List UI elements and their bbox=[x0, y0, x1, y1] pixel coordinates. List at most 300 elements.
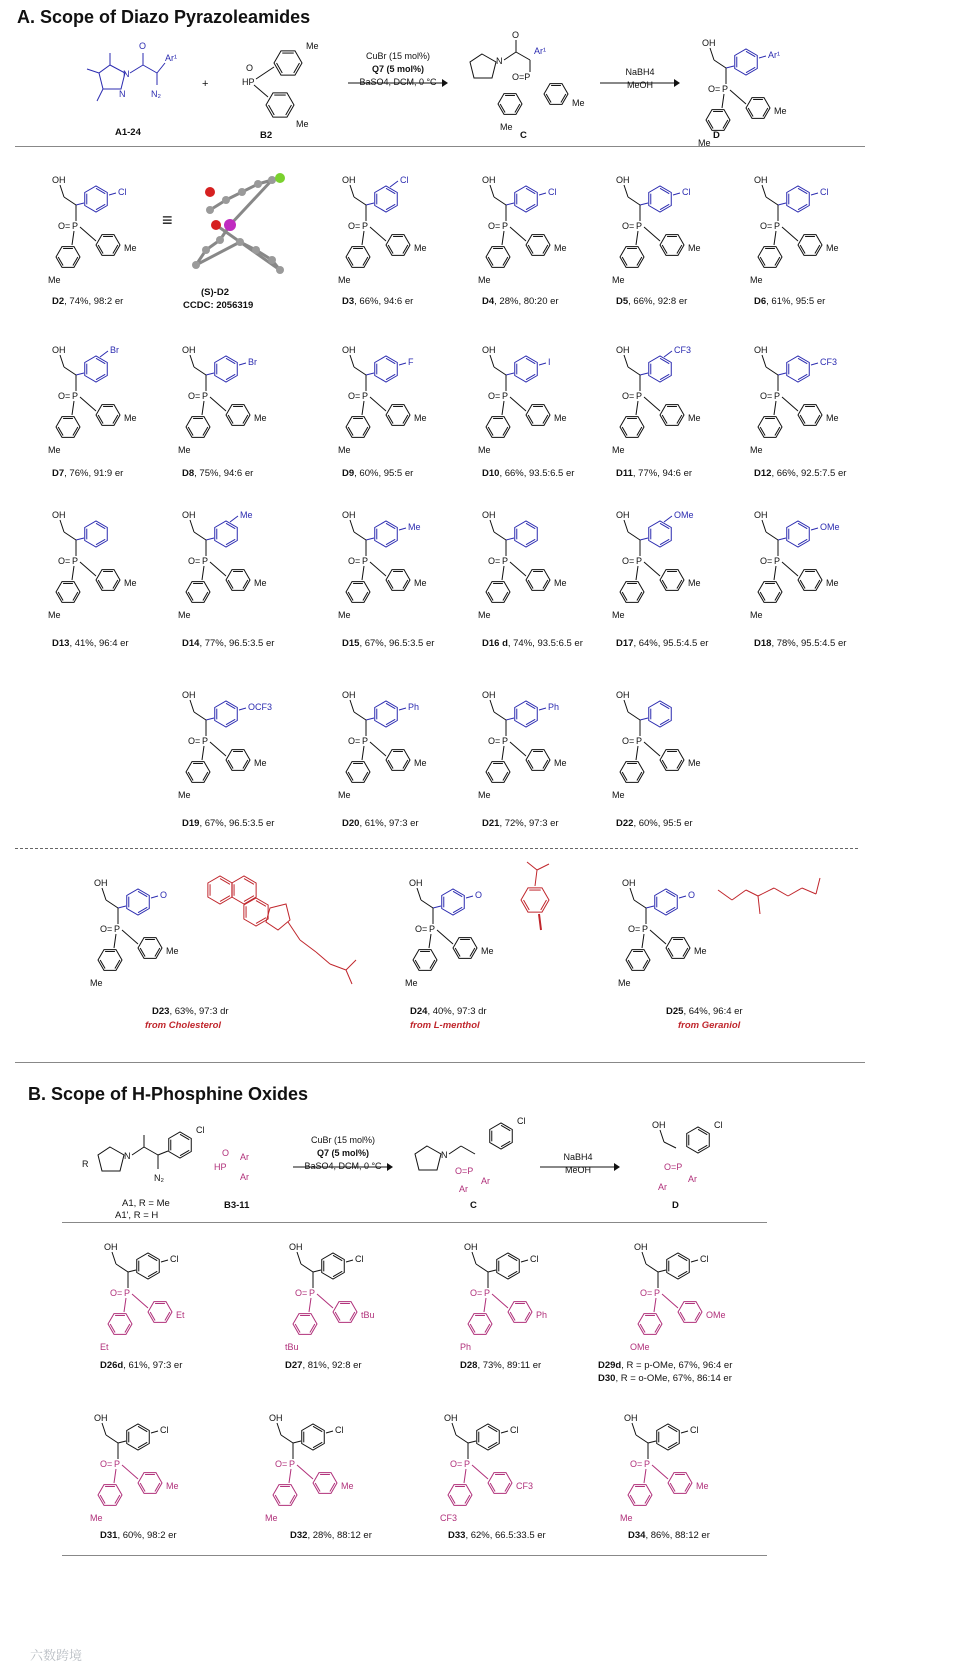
bond bbox=[346, 960, 356, 970]
bond bbox=[624, 520, 628, 532]
bond bbox=[206, 538, 214, 540]
para-substituent: Me bbox=[554, 243, 567, 253]
molecule-structure bbox=[468, 680, 598, 805]
compound-id: D30 bbox=[598, 1373, 616, 1384]
molecule-structure bbox=[468, 335, 598, 460]
bond bbox=[194, 367, 206, 375]
bond bbox=[370, 397, 386, 411]
tolyl-ring bbox=[266, 93, 294, 117]
bond bbox=[636, 401, 638, 415]
bond bbox=[466, 896, 473, 898]
compound-yield-er: , 63%, 97:3 dr bbox=[169, 1006, 229, 1017]
bond bbox=[354, 197, 366, 205]
compound-id: D27 bbox=[285, 1360, 303, 1371]
molecule-structure bbox=[450, 1232, 580, 1357]
phosphine-aryl-ring bbox=[96, 235, 120, 256]
top-aryl-ring bbox=[85, 521, 108, 547]
top-aryl-ring bbox=[649, 521, 672, 547]
bond bbox=[802, 888, 816, 894]
oxo-label: O= bbox=[415, 924, 428, 934]
phosphorus-label: P bbox=[72, 556, 79, 566]
compound-yield-er: , 41%, 96:4 er bbox=[69, 638, 129, 649]
bond bbox=[102, 1423, 106, 1435]
phosphine-aryl-ring bbox=[226, 570, 250, 591]
hydroxyl-label: OH bbox=[52, 175, 66, 185]
para-substituent: Me bbox=[178, 790, 191, 800]
compound-label bbox=[342, 818, 419, 829]
para-substituent: Me bbox=[554, 413, 567, 423]
tolyl-ring bbox=[544, 84, 568, 105]
molecule-structure bbox=[468, 165, 598, 290]
condition-line: CuBr (15 mol%) bbox=[310, 1135, 375, 1145]
para-substituent: Me bbox=[612, 445, 625, 455]
substituent-label: Me bbox=[408, 522, 421, 532]
substituent-label: Ar¹ bbox=[768, 50, 780, 60]
compound-label bbox=[182, 638, 274, 649]
bond bbox=[437, 930, 453, 944]
bond bbox=[350, 185, 354, 197]
bond bbox=[109, 193, 116, 195]
substituent-label: O bbox=[688, 890, 696, 900]
compound-label-b bbox=[448, 1530, 546, 1541]
bond bbox=[662, 1294, 678, 1308]
bond bbox=[652, 1465, 668, 1479]
phosphorus-label: P bbox=[774, 221, 781, 231]
bond bbox=[476, 1264, 488, 1272]
para-substituent: Me bbox=[254, 758, 267, 768]
oxo-label: O= bbox=[188, 391, 201, 401]
compound-label bbox=[342, 468, 413, 479]
bond bbox=[527, 862, 537, 870]
compound-label-b bbox=[285, 1360, 362, 1371]
bond bbox=[640, 373, 648, 375]
bond bbox=[346, 970, 352, 984]
bond bbox=[628, 532, 640, 540]
compound-yield-er: , 66%, 92:8 er bbox=[628, 296, 688, 307]
phosphine-oxide-b2 bbox=[240, 35, 330, 135]
bond bbox=[354, 712, 366, 720]
phosphorus-label: P bbox=[202, 556, 209, 566]
para-substituent: Me bbox=[124, 578, 137, 588]
phosphine-aryl-ring bbox=[798, 570, 822, 591]
bond bbox=[293, 1441, 301, 1443]
bond bbox=[759, 56, 766, 58]
bond bbox=[124, 1298, 126, 1312]
bond bbox=[366, 538, 374, 540]
bond bbox=[472, 1252, 476, 1264]
bond bbox=[502, 401, 504, 415]
tolyl-ring bbox=[274, 51, 302, 75]
section-a-title: A. Scope of Diazo Pyrazoleamides bbox=[17, 7, 311, 27]
compound-id: D14 bbox=[182, 638, 200, 649]
phosphoryl-label: O=P bbox=[512, 72, 531, 82]
bond bbox=[494, 367, 506, 375]
bond bbox=[151, 1431, 158, 1433]
bond bbox=[636, 746, 638, 760]
xray-atom-carbon bbox=[252, 246, 260, 254]
reactant-label-c-b: C bbox=[470, 1200, 477, 1211]
para-substituent: Me bbox=[48, 275, 61, 285]
compound-id: D21 bbox=[482, 818, 500, 829]
bond bbox=[370, 742, 386, 756]
bond bbox=[654, 1298, 656, 1312]
compound-id: D10 bbox=[482, 468, 500, 479]
compound-yield-er: , 61%, 95:5 er bbox=[766, 296, 826, 307]
oxo-label: O= bbox=[640, 1288, 653, 1298]
para-substituent: Me bbox=[478, 790, 491, 800]
bond bbox=[190, 355, 194, 367]
methyl-label: Me bbox=[306, 41, 319, 51]
bond bbox=[102, 888, 106, 900]
bond bbox=[766, 532, 778, 540]
para-substituent: Me bbox=[478, 445, 491, 455]
compound-id: D2 bbox=[52, 296, 65, 307]
substituent-label: F bbox=[408, 357, 414, 367]
bond bbox=[640, 538, 648, 540]
aryl-label: Ar bbox=[658, 1182, 667, 1192]
bond bbox=[206, 718, 214, 720]
bond bbox=[256, 67, 274, 79]
phosphine-aryl-ring bbox=[148, 1302, 172, 1323]
bond bbox=[624, 355, 628, 367]
bond bbox=[634, 900, 646, 908]
condition-line: MeOH bbox=[564, 1165, 591, 1175]
bond bbox=[778, 203, 786, 205]
bond bbox=[362, 566, 364, 580]
bond bbox=[679, 896, 686, 898]
compound-label-b bbox=[100, 1530, 177, 1541]
bond bbox=[116, 1264, 128, 1272]
phosphorus-label: P bbox=[124, 1288, 131, 1298]
nitrogen-label: N bbox=[496, 56, 503, 66]
bond bbox=[122, 1465, 138, 1479]
phosphorus-label: P bbox=[722, 84, 729, 94]
tolyl-ring bbox=[498, 94, 522, 115]
compound-id: D23 bbox=[152, 1006, 170, 1017]
phosphine-aryl-ring bbox=[486, 762, 510, 783]
compound-yield-er: , 74%, 93.5:6.5 er bbox=[507, 638, 583, 649]
nitrogen-label: N bbox=[124, 1151, 131, 1161]
phosphorus-label: P bbox=[429, 924, 436, 934]
phosphine-aryl-ring bbox=[746, 98, 770, 119]
phosphorus-label: P bbox=[309, 1288, 316, 1298]
bond bbox=[72, 566, 74, 580]
chlorine-label: Cl bbox=[714, 1120, 723, 1130]
aryl-label: Ar bbox=[459, 1184, 468, 1194]
para-substituent: Me bbox=[166, 1481, 179, 1491]
bond bbox=[157, 63, 165, 73]
bond bbox=[429, 934, 431, 948]
para-substituent: Me bbox=[750, 610, 763, 620]
hydroxyl-label: OH bbox=[289, 1242, 303, 1252]
phosphorus-label: P bbox=[72, 391, 79, 401]
bond bbox=[782, 397, 798, 411]
aryl-label: Ar bbox=[240, 1152, 249, 1162]
menthyl-ring bbox=[521, 888, 549, 912]
top-aryl-ring bbox=[85, 186, 108, 212]
phosphorus-label: P bbox=[362, 221, 369, 231]
molecule-structure bbox=[740, 335, 870, 460]
intermediate-c bbox=[460, 30, 600, 130]
molecule-structure bbox=[610, 1403, 740, 1528]
para-substituent: Me bbox=[688, 413, 701, 423]
bond bbox=[350, 700, 354, 712]
phosphorus-label: P bbox=[642, 924, 649, 934]
bond bbox=[502, 231, 504, 245]
molecule-structure bbox=[602, 500, 732, 625]
bond bbox=[774, 401, 776, 415]
top-aryl-ring bbox=[477, 1424, 500, 1450]
top-aryl-ring bbox=[735, 49, 758, 75]
bond bbox=[122, 930, 138, 944]
aryl-label: Ar bbox=[688, 1174, 697, 1184]
phosphine-aryl-ring bbox=[346, 247, 370, 268]
diazo-label: N₂ bbox=[154, 1173, 164, 1183]
conditions-a1 bbox=[348, 50, 448, 89]
diazo-pyrazoleamide-b bbox=[80, 1115, 220, 1205]
xray-atom-carbon bbox=[268, 176, 276, 184]
bond bbox=[510, 227, 526, 241]
bond bbox=[766, 197, 778, 205]
hydroxyl-label: OH bbox=[182, 690, 196, 700]
chlorine-label: Cl bbox=[196, 1125, 205, 1135]
bond bbox=[350, 520, 354, 532]
oxo-label: O= bbox=[348, 391, 361, 401]
xray-atom-carbon bbox=[238, 188, 246, 196]
bond bbox=[492, 1294, 508, 1308]
oxo-label: O= bbox=[622, 556, 635, 566]
bond bbox=[644, 562, 660, 576]
bond bbox=[494, 532, 506, 540]
phosphorus-label: P bbox=[289, 1459, 296, 1469]
bond bbox=[811, 528, 818, 530]
xray-atom-oxygen bbox=[205, 187, 215, 197]
phosphorus-label: P bbox=[636, 391, 643, 401]
bond bbox=[516, 52, 530, 60]
bond bbox=[128, 1270, 136, 1272]
compound-id: D8 bbox=[182, 468, 195, 479]
bond bbox=[664, 1142, 676, 1148]
top-aryl-ring bbox=[375, 356, 398, 382]
methyl-label: Me bbox=[572, 98, 585, 108]
bond bbox=[112, 1252, 116, 1264]
compound-yield-er: , 75%, 94:6 er bbox=[194, 468, 254, 479]
para-substituent: Me bbox=[338, 610, 351, 620]
pyrazole-ring bbox=[470, 54, 496, 78]
bond bbox=[660, 1130, 664, 1142]
oxo-label: O= bbox=[488, 736, 501, 746]
phosphine-aryl-ring bbox=[56, 247, 80, 268]
methyl-bond bbox=[539, 914, 541, 930]
product-d-b bbox=[640, 1112, 750, 1202]
para-substituent: Me bbox=[478, 610, 491, 620]
phosphine-aryl-ring bbox=[638, 1314, 662, 1335]
bond bbox=[281, 1435, 293, 1443]
molecule-structure bbox=[740, 165, 870, 290]
bond bbox=[230, 516, 238, 522]
bond bbox=[64, 367, 76, 375]
compound-id: D20 bbox=[342, 818, 360, 829]
oxo-label: O= bbox=[760, 221, 773, 231]
steroid-ring bbox=[208, 876, 232, 904]
xray-atom-chlorine bbox=[275, 173, 285, 183]
pyrazole-ring bbox=[415, 1146, 441, 1170]
bond bbox=[132, 1294, 148, 1308]
para-substituent: Me bbox=[554, 758, 567, 768]
xray-atom-carbon bbox=[216, 236, 224, 244]
bond bbox=[210, 397, 226, 411]
top-aryl-ring bbox=[787, 186, 810, 212]
bond bbox=[190, 520, 194, 532]
para-substituent: Me bbox=[612, 610, 625, 620]
bond bbox=[370, 562, 386, 576]
aryl-label: Ar¹ bbox=[165, 53, 177, 63]
bond bbox=[628, 712, 640, 720]
phosphine-aryl-ring bbox=[660, 405, 684, 426]
compound-id: D4 bbox=[482, 296, 495, 307]
condition-line: NaBH4 bbox=[625, 67, 655, 77]
para-substituent: Et bbox=[100, 1342, 109, 1352]
para-substituent: CF3 bbox=[516, 1481, 534, 1491]
bond bbox=[297, 1465, 313, 1479]
compound-id: D6 bbox=[754, 296, 767, 307]
hydroxyl-label: OH bbox=[652, 1120, 666, 1130]
bond bbox=[399, 708, 406, 710]
phosphine-aryl-ring bbox=[273, 1485, 297, 1506]
bond bbox=[539, 708, 546, 710]
condition-line: Q7 (5 mol%) bbox=[371, 64, 424, 74]
bond bbox=[114, 934, 116, 948]
compound-yield-er: , 76%, 91:9 er bbox=[64, 468, 124, 479]
hydroxyl-label: OH bbox=[182, 510, 196, 520]
bond bbox=[254, 85, 268, 97]
reactant-label-c: C bbox=[520, 130, 527, 141]
phosphine-aryl-ring bbox=[346, 582, 370, 603]
phosphorus-label: P bbox=[362, 736, 369, 746]
oxygen-label: O bbox=[139, 41, 147, 51]
bond bbox=[354, 367, 366, 375]
bond bbox=[130, 65, 143, 73]
para-substituent: CF3 bbox=[440, 1513, 458, 1523]
para-substituent: Me bbox=[826, 578, 839, 588]
top-aryl-ring bbox=[667, 1253, 690, 1279]
substituent-label: Ph bbox=[408, 702, 420, 712]
bond bbox=[816, 878, 820, 894]
para-substituent: Me bbox=[414, 578, 427, 588]
top-aryl-ring bbox=[515, 701, 538, 727]
phosphine-aryl-ring bbox=[346, 417, 370, 438]
compound-yield-er: , 61%, 97:3 er bbox=[359, 818, 419, 829]
substituent-label: Ph bbox=[548, 702, 560, 712]
compound-label bbox=[482, 638, 583, 649]
phosphine-aryl-ring bbox=[660, 570, 684, 591]
xray-atom-carbon bbox=[268, 256, 276, 264]
phosphine-aryl-ring bbox=[620, 762, 644, 783]
condition-line: CuBr (15 mol%) bbox=[365, 51, 430, 61]
bond bbox=[300, 940, 316, 952]
bond bbox=[766, 367, 778, 375]
phosphorus-label: P bbox=[636, 736, 643, 746]
bond bbox=[644, 227, 660, 241]
oxo-label: O= bbox=[348, 736, 361, 746]
hydroxyl-label: OH bbox=[94, 878, 108, 888]
phosphine-aryl-ring bbox=[526, 570, 550, 591]
phosphorus-label: P bbox=[114, 1459, 121, 1469]
reactant-label-a1prime: A1', R = H bbox=[115, 1210, 159, 1221]
molecule-structure bbox=[275, 1232, 405, 1357]
phosphine-aryl-ring bbox=[386, 570, 410, 591]
phosphorus-label: P bbox=[502, 221, 509, 231]
compound-id: D33 bbox=[448, 1530, 466, 1541]
para-substituent: Me bbox=[554, 578, 567, 588]
bond bbox=[506, 538, 514, 540]
chlorophenyl-ring bbox=[490, 1123, 513, 1149]
para-substituent: Me bbox=[265, 1513, 278, 1523]
hydroxyl-label: OH bbox=[482, 345, 496, 355]
bond bbox=[510, 397, 526, 411]
compound-id: D11 bbox=[616, 468, 633, 479]
para-substituent: Me bbox=[750, 445, 763, 455]
reactant-label-d-b: D bbox=[672, 1200, 679, 1211]
hydroxyl-label: OH bbox=[622, 878, 636, 888]
compound-yield-er: , 67%, 96.5:3.5 er bbox=[359, 638, 435, 649]
hydroxyl-label: OH bbox=[634, 1242, 648, 1252]
compound-label bbox=[482, 296, 559, 307]
natural-fragment bbox=[190, 860, 390, 990]
phosphorus-label: P bbox=[202, 736, 209, 746]
molecule-structure bbox=[468, 500, 598, 625]
hydroxyl-label: OH bbox=[464, 1242, 478, 1252]
compound-yield-er: , 81%, 92:8 er bbox=[302, 1360, 362, 1371]
bond bbox=[433, 906, 441, 908]
bond bbox=[346, 1260, 353, 1262]
hydroxyl-label: OH bbox=[616, 510, 630, 520]
bond bbox=[239, 708, 246, 710]
bond bbox=[664, 351, 672, 357]
phosphine-aryl-ring bbox=[660, 750, 684, 771]
oxo-label: O= bbox=[188, 736, 201, 746]
bond bbox=[628, 197, 640, 205]
molecule-structure bbox=[430, 1403, 560, 1528]
para-substituent: Me bbox=[338, 275, 351, 285]
aryl-label: Ar bbox=[481, 1176, 490, 1186]
bond bbox=[628, 367, 640, 375]
para-substituent: Me bbox=[178, 445, 191, 455]
intermediate-c-b bbox=[405, 1112, 545, 1202]
phosphine-aryl-ring bbox=[226, 750, 250, 771]
hydroxyl-label: OH bbox=[104, 1242, 118, 1252]
bond bbox=[673, 193, 680, 195]
natural-source-label: from L-menthol bbox=[410, 1020, 480, 1031]
oxo-label: O= bbox=[100, 1459, 113, 1469]
divider-a-top bbox=[15, 146, 865, 147]
phosphorus-label: P bbox=[636, 556, 643, 566]
bond bbox=[301, 1264, 313, 1272]
compound-id: D34 bbox=[628, 1530, 646, 1541]
hydroxyl-label: OH bbox=[482, 175, 496, 185]
phosphine-aryl-ring bbox=[96, 405, 120, 426]
condition-line: NaBH4 bbox=[563, 1152, 593, 1162]
compound-id: D12 bbox=[754, 468, 772, 479]
phosphine-aryl-ring bbox=[488, 1473, 512, 1494]
natural-compound-label bbox=[152, 1006, 229, 1017]
top-aryl-ring bbox=[375, 521, 398, 547]
bond bbox=[143, 65, 157, 73]
bond bbox=[646, 906, 654, 908]
r-group-label: R bbox=[82, 1159, 89, 1169]
phosphine-aryl-ring bbox=[758, 247, 782, 268]
para-substituent: Me bbox=[124, 243, 137, 253]
